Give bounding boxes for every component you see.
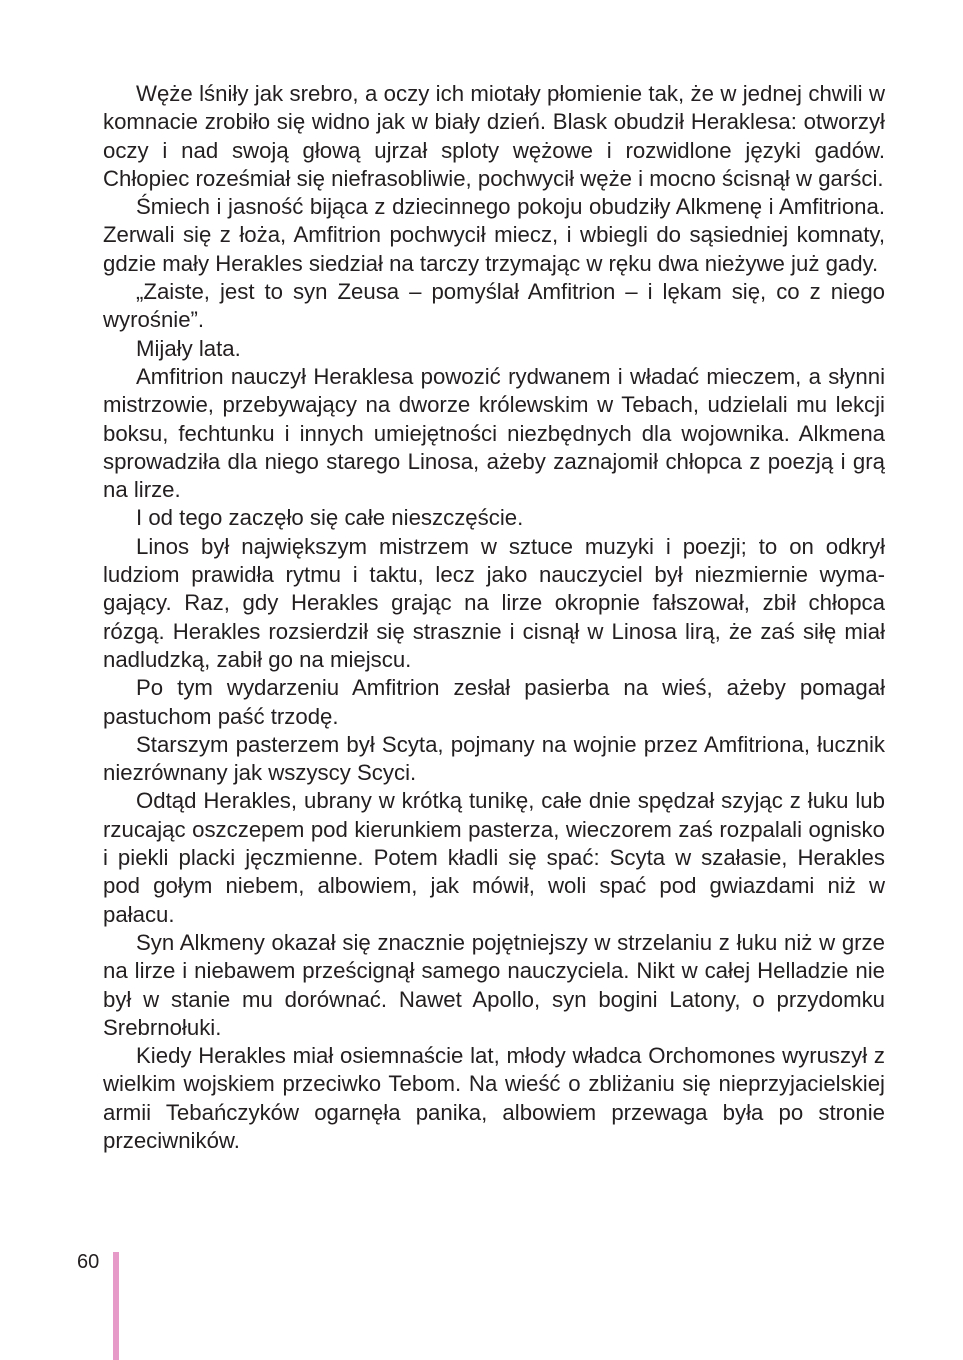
paragraph: Mijały lata.	[136, 335, 241, 361]
paragraph: „Zaiste, jest to syn Zeusa – pomyślał Amfitrion – i lękam się, co z niego wyrośnie”.	[103, 279, 885, 333]
paragraph: Odtąd Herakles, ubrany w krótką tunikę, całe dnie spędzał szyjąc z łuku lub rzucając oszczepem pod kierunkiem pasterza, wieczorem zaś rozpalali ognisko i piekli placki jęczmienne. Potem kładli się spać: Scyta w szałasie, Herakles pod gołym niebem, albowiem, jak mówił, woli spać pod gwiazdami niż w pałacu.	[103, 788, 885, 927]
paragraph: Po tym wydarzeniu Amfitrion zesłał pasierba na wieś, ażeby pomagał pastuchom paść trzodę.	[103, 675, 885, 729]
paragraph: Węże lśniły jak srebro, a oczy ich miotały płomienie tak, że w jednej chwili w komnacie zrobiło się widno jak w biały dzień. Blask obudził Heraklesa: otworzył oczy i nad swoją głową ujrzał sploty wężowe i rozwidlone języki gadów. Chłopiec roześmiał się niefrasobliwie, pochwycił węże i mocno ścisnął w garści.	[103, 81, 885, 191]
paragraph: Śmiech i jasność bijąca z dziecinnego pokoju obudziły Alkmenę i Amfitriona. Zerwali się z łoża, Amfitrion pochwycił miecz, i wbiegli do sąsiedniej komnaty, gdzie mały Herakles siedział na tarczy trzymając w ręku dwa nieżywe już gady.	[103, 194, 885, 276]
paragraph: Syn Alkmeny okazał się znacznie pojętniejszy w strzelaniu z łuku niż w grze na lirze i niebawem prześcignął samego nauczyciela. Nikt w całej Helladzie nie był w stanie mu dorównać. Nawet Apollo, syn bogini Latony, o przydomku Srebrnołuki.	[103, 929, 885, 1040]
paragraph: Linos był największym mistrzem w sztuce muzyki i poezji; to on odkrył ludziom prawidła rytmu i taktu, lecz jako nauczyciel był niezmiernie wymagający. Raz, gdy Herakles grając na lirze okropnie fałszował, zbił chłopca rózgą. Herakles rozsierdził się strasznie i cisnął w Linosa lirą, że zaś siłę miał nadludzką, zabił go na miejscu.	[103, 533, 885, 672]
paragraph: Starszym pasterzem był Scyta, pojmany na wojnie przez Amfitriona, łucznik niezrównany jak wszyscy Scyci.	[103, 731, 885, 786]
page-accent-bar	[113, 1252, 119, 1360]
paragraph: I od tego zaczęło się całe nieszczęście.	[136, 505, 524, 531]
paragraph: Kiedy Herakles miał osiemnaście lat, młody władca Orchomones wyruszył z wielkim wojskiem przeciwko Tebom. Na wieść o zbliżaniu się nieprzyjacielskiej armii Tebańczyków ogarnęła panika, albowiem przewaga była po stronie przeciwników.	[103, 1043, 885, 1153]
paragraph: Amfitrion nauczył Heraklesa powozić rydwanem i władać mieczem, a słynni mistrzowie, przebywający na dworze królewskim w Tebach, udzielali mu lekcji boksu, fechtunku i innych umiejętności niezbędnych dla wojownika. Alkmena sprowadziła dla niego starego Linosa, ażeby zaznajomił chłopca z poezją i grą na lirze.	[103, 363, 885, 503]
body-text	[103, 80, 885, 1155]
page-number: 60	[77, 1251, 100, 1273]
